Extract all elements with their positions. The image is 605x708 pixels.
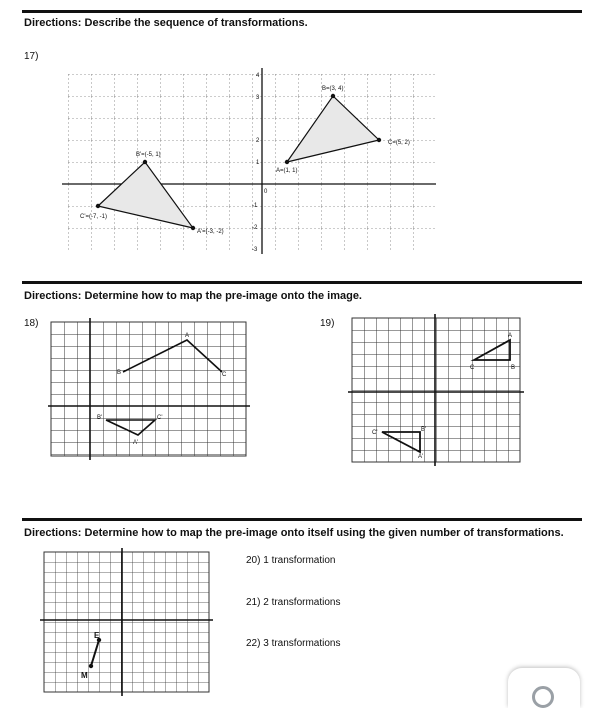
label-c-prime: C' (372, 430, 378, 436)
add-icon (532, 686, 554, 708)
label-c: C=(5, 2) (388, 140, 410, 146)
label-b-prime: B' (97, 415, 103, 421)
label-a: A=(1, 1) (276, 168, 298, 174)
label-b-prime: B'=(-5, 1) (136, 152, 161, 158)
tick-label: 0 (264, 189, 268, 195)
directions-heading: Directions: Describe the sequence of transformations. (24, 17, 308, 29)
problem-option: 20) 1 transformation (246, 555, 336, 566)
label-m: M (81, 671, 88, 680)
directions-heading: Directions: Determine how to map the pre-image onto itself using the given number of transformations. (24, 527, 564, 539)
graph-19 (348, 314, 524, 466)
tick-label: 2 (256, 138, 260, 144)
label-c: C (470, 365, 475, 371)
label-c-prime: C' (157, 415, 163, 421)
grid (51, 322, 246, 456)
label-a: A (185, 333, 190, 339)
floating-action-button[interactable] (508, 668, 580, 708)
point-a-prime (191, 226, 195, 230)
label-b: B (511, 365, 516, 371)
point-c-prime (96, 204, 100, 208)
point-a (285, 160, 289, 164)
problem-number: 17) (24, 51, 39, 62)
label-a-prime: A'=(-3, -2) (197, 229, 224, 235)
label-c-prime: C'=(-7, -1) (80, 214, 107, 220)
grid (44, 552, 209, 692)
grid (352, 318, 520, 462)
label-b: B (117, 370, 122, 376)
label-a: A (508, 333, 513, 339)
point-m (89, 664, 93, 668)
point-b (331, 94, 335, 98)
graph-18 (48, 318, 250, 460)
label-a-prime: A' (133, 440, 139, 446)
tick-label: -3 (252, 247, 258, 253)
problem-option: 21) 2 transformations (246, 597, 341, 608)
problem-number: 19) (320, 318, 335, 329)
graph-20 (40, 548, 213, 696)
label-b-prime: B' (421, 427, 427, 433)
tick-label: -1 (252, 203, 258, 209)
tick-label: 1 (256, 160, 260, 166)
directions-heading: Directions: Determine how to map the pre-image onto the image. (24, 290, 362, 302)
problem-option: 22) 3 transformations (246, 638, 341, 649)
problem-number: 18) (24, 318, 39, 329)
label-c: C (222, 372, 227, 378)
tick-label: 3 (256, 95, 260, 101)
tick-label: 4 (256, 73, 260, 79)
point-b-prime (143, 160, 147, 164)
point-c (377, 138, 381, 142)
label-b: B=(3, 4) (322, 86, 344, 92)
label-e: E (94, 631, 100, 640)
graph-17 (62, 68, 436, 254)
grid (68, 74, 436, 250)
tick-label: -2 (252, 225, 258, 231)
label-a-prime: A' (418, 454, 424, 460)
